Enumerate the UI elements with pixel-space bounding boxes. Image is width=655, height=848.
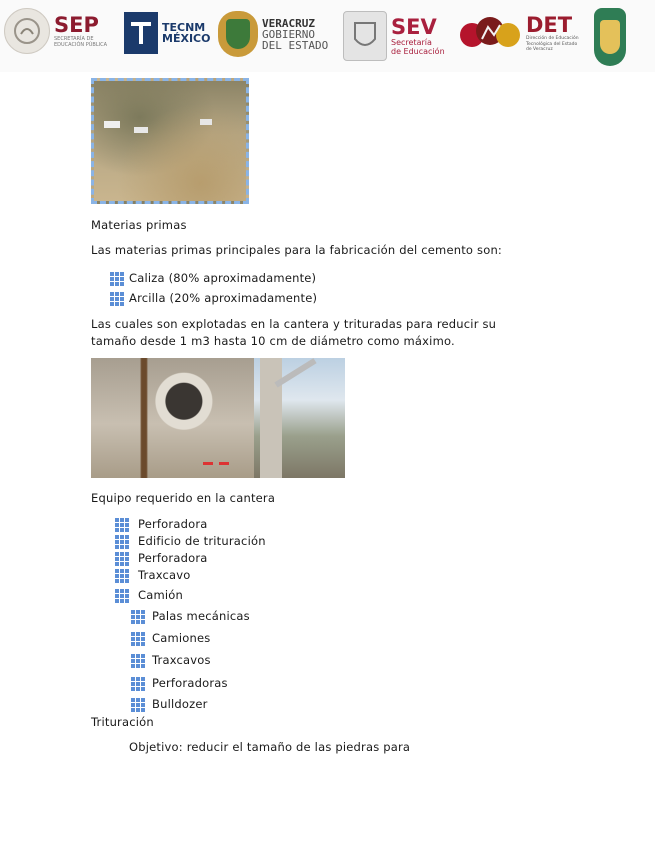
- veracruz-line2: GOBIERNO: [262, 27, 315, 41]
- grid-bullet-icon: [131, 677, 145, 691]
- quarry-photo: [91, 78, 249, 204]
- equipment-item: Edificio de trituración: [138, 534, 266, 548]
- sub-equipment-item: Perforadoras: [152, 676, 228, 690]
- grid-bullet-icon: [115, 569, 129, 583]
- raw-material-arcilla: Arcilla (20% aproximadamente): [129, 291, 318, 305]
- header-logos: [0, 0, 655, 72]
- grid-bullet-icon: [131, 632, 145, 646]
- sep-logo: [4, 8, 118, 54]
- det-emblem-icon: [458, 11, 522, 57]
- grid-bullet-icon: [115, 589, 129, 603]
- sev-crest-icon: [343, 11, 387, 61]
- institution-shield-icon: [594, 8, 626, 66]
- section-title-materias-primas: Materias primas: [91, 218, 187, 232]
- tecnm-name: TECNM: [162, 21, 206, 34]
- veracruz-line1: VERACRUZ: [262, 16, 315, 30]
- det-subtitle: Dirección de Educación Tecnológica del Estado de Veracruz: [526, 36, 579, 53]
- det-name: DET: [526, 13, 573, 38]
- veracruz-logo: [218, 11, 328, 57]
- section-title-trituracion: Trituración: [91, 715, 154, 729]
- grid-bullet-icon: [115, 518, 129, 532]
- grid-bullet-icon: [131, 698, 145, 712]
- det-logo: [458, 11, 582, 57]
- extraction-paragraph-line2: tamaño desde 1 m3 hasta 10 cm de diámetro como máximo.: [91, 334, 455, 348]
- grid-bullet-icon: [110, 292, 124, 306]
- mexico-seal-icon: [4, 8, 50, 54]
- tecnm-emblem-icon: [124, 12, 158, 54]
- drill-hole-photo: [91, 358, 254, 478]
- equipment-item: Perforadora: [138, 551, 208, 565]
- equipment-item: Camión: [138, 588, 183, 602]
- grid-bullet-icon: [131, 610, 145, 624]
- intro-paragraph: Las materias primas principales para la fabricación del cemento son:: [91, 243, 503, 257]
- sev-subtitle-1: Secretaría: [391, 37, 432, 47]
- tecnm-logo: [124, 12, 210, 54]
- sev-logo: [343, 11, 445, 61]
- institution-emblem: [594, 8, 626, 66]
- grid-bullet-icon: [115, 535, 129, 549]
- crushing-building-photo: [254, 358, 345, 478]
- raw-material-caliza: Caliza (80% aproximadamente): [129, 271, 317, 285]
- veracruz-line3: DEL ESTADO: [262, 38, 329, 52]
- equipment-item: Traxcavo: [138, 568, 191, 582]
- sub-equipment-item: Palas mecánicas: [152, 609, 250, 623]
- sub-equipment-item: Traxcavos: [152, 653, 211, 667]
- tecnm-country: MÉXICO: [162, 32, 211, 45]
- sub-equipment-item: Bulldozer: [152, 697, 208, 711]
- veracruz-shield-icon: [218, 11, 258, 57]
- equipment-item: Perforadora: [138, 517, 208, 531]
- grid-bullet-icon: [131, 654, 145, 668]
- extraction-paragraph-line1: Las cuales son explotadas en la cantera y trituradas para reducir su: [91, 317, 497, 331]
- grid-bullet-icon: [115, 552, 129, 566]
- objective-text: Objetivo: reducir el tamaño de las piedras para: [129, 740, 411, 754]
- section-title-equipo: Equipo requerido en la cantera: [91, 491, 276, 505]
- grid-bullet-icon: [110, 272, 124, 286]
- sep-subtitle: SECRETARÍA DE EDUCACIÓN PÚBLICA: [54, 35, 108, 48]
- sev-name: SEV: [391, 14, 437, 39]
- sub-equipment-item: Camiones: [152, 631, 211, 645]
- sep-name: SEP: [54, 12, 99, 37]
- sev-subtitle-2: de Educación: [391, 46, 445, 56]
